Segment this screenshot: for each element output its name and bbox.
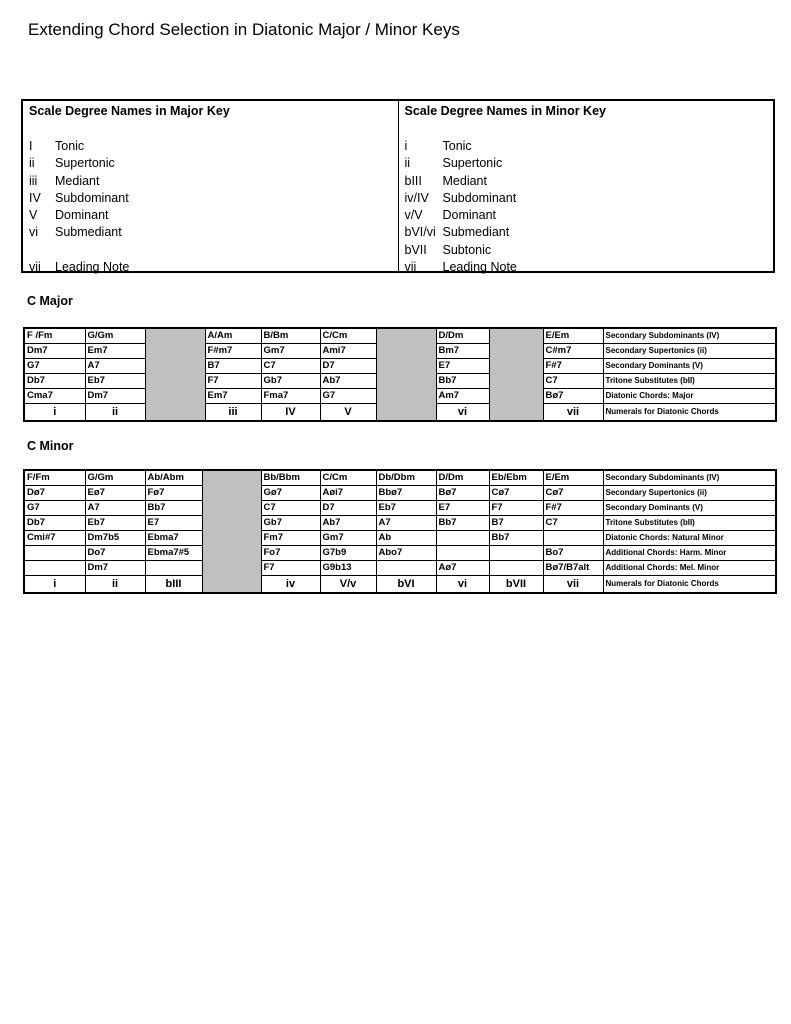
chord-cell: Ab7 xyxy=(320,516,376,531)
chord-cell xyxy=(376,561,436,576)
degree-numeral: V xyxy=(29,208,38,223)
chord-cell: E7 xyxy=(436,501,489,516)
chord-cell xyxy=(24,546,85,561)
degree-name: Subtonic xyxy=(442,242,492,257)
roman-numeral-cell: bIII xyxy=(145,576,202,594)
chord-cell: Fo7 xyxy=(261,546,320,561)
table-row xyxy=(24,501,776,516)
degree-numeral: v/V xyxy=(404,208,423,223)
chord-cell: Bø7 xyxy=(436,486,489,501)
degree-name: Supertonic xyxy=(442,156,503,171)
degree-numeral: ii xyxy=(404,156,411,171)
chord-cell: Bb7 xyxy=(436,374,489,389)
chord-cell: Ami7 xyxy=(320,344,376,359)
minor-degree-row xyxy=(405,173,768,190)
chord-cell: E7 xyxy=(145,516,202,531)
chord-cell xyxy=(489,546,543,561)
c-major-heading: C Major xyxy=(27,294,73,308)
row-description: Secondary Dominants (V) xyxy=(603,501,776,516)
c-minor-heading: C Minor xyxy=(27,439,74,453)
scale-degree-names-box xyxy=(21,99,775,273)
chord-cell: Fm7 xyxy=(261,531,320,546)
chord-cell: Cø7 xyxy=(543,486,603,501)
table-row xyxy=(24,531,776,546)
chord-cell: Em7 xyxy=(85,344,145,359)
row-description: Additional Chords: Harm. Minor xyxy=(603,546,776,561)
chord-cell: Ebma7#5 xyxy=(145,546,202,561)
degree-numeral: vi xyxy=(29,225,39,240)
chord-cell: Bø7/B7alt xyxy=(543,561,603,576)
row-description: Tritone Substitutes (bII) xyxy=(603,374,776,389)
roman-numeral-cell: i xyxy=(24,576,85,594)
row-description: Diatonic Chords: Natural Minor xyxy=(603,531,776,546)
chord-cell: Em7 xyxy=(205,389,261,404)
chord-cell: B7 xyxy=(489,516,543,531)
shaded-spacer-column xyxy=(376,328,436,421)
chord-cell: Am7 xyxy=(436,389,489,404)
degree-name: Leading Note xyxy=(442,260,517,275)
chord-cell: A7 xyxy=(85,359,145,374)
major-degree-row xyxy=(29,138,392,155)
chord-cell: Dø7 xyxy=(24,486,85,501)
c-minor-chord-table xyxy=(23,469,777,594)
degree-numeral: I xyxy=(29,139,33,153)
chord-cell: D/Dm xyxy=(436,470,489,486)
shaded-spacer-column xyxy=(145,328,205,421)
chord-cell: Bb7 xyxy=(489,531,543,546)
roman-numeral-cell: bVI xyxy=(376,576,436,594)
chord-cell: F7 xyxy=(205,374,261,389)
chord-cell: Dm7 xyxy=(85,561,145,576)
chord-cell: Bbø7 xyxy=(376,486,436,501)
minor-degree-row xyxy=(405,259,768,276)
roman-numeral-cell: i xyxy=(24,404,85,422)
row-description: Tritone Substitutes (bII) xyxy=(603,516,776,531)
chord-cell xyxy=(24,561,85,576)
major-degree-row xyxy=(29,207,392,224)
chord-cell: D/Dm xyxy=(436,328,489,344)
page-title: Extending Chord Selection in Diatonic Major / Minor Keys xyxy=(28,20,460,39)
degree-numeral xyxy=(29,242,55,259)
chord-cell: Bb7 xyxy=(145,501,202,516)
degree-numeral: vii xyxy=(404,260,417,275)
chord-cell xyxy=(543,531,603,546)
numeral-row xyxy=(24,576,776,594)
degree-numeral: IV xyxy=(29,190,41,205)
roman-numeral-cell: bVII xyxy=(489,576,543,594)
chord-cell: E/Em xyxy=(543,470,603,486)
chord-cell: C7 xyxy=(543,516,603,531)
table-row xyxy=(24,561,776,576)
chord-cell: Eø7 xyxy=(85,486,145,501)
chord-cell: Bo7 xyxy=(543,546,603,561)
chord-cell: Fø7 xyxy=(145,486,202,501)
chord-cell: Fma7 xyxy=(261,389,320,404)
roman-numeral-cell: iii xyxy=(205,404,261,422)
row-description: Numerals for Diatonic Chords xyxy=(603,404,776,422)
chord-cell: Gm7 xyxy=(261,344,320,359)
chord-cell: Aøi7 xyxy=(320,486,376,501)
chord-cell: G/Gm xyxy=(85,328,145,344)
degree-name: Subdominant xyxy=(55,190,129,205)
chord-cell: Ab/Abm xyxy=(145,470,202,486)
chord-cell: G7 xyxy=(24,359,85,374)
row-description: Secondary Subdominants (IV) xyxy=(603,470,776,486)
chord-cell: Cma7 xyxy=(24,389,85,404)
major-degree-row xyxy=(29,259,392,276)
roman-numeral-cell: vii xyxy=(543,576,603,594)
chord-cell: Abo7 xyxy=(376,546,436,561)
chord-cell: F#7 xyxy=(543,501,603,516)
chord-cell: G7 xyxy=(24,501,85,516)
major-degree-row xyxy=(29,242,392,259)
chord-cell: Eb/Ebm xyxy=(489,470,543,486)
degree-numeral: vii xyxy=(29,260,41,275)
chord-cell: Eb7 xyxy=(85,374,145,389)
roman-numeral-cell: vii xyxy=(543,404,603,422)
table-row xyxy=(24,546,776,561)
degree-name: Tonic xyxy=(442,139,472,153)
chord-cell: A7 xyxy=(376,516,436,531)
chord-cell: G/Gm xyxy=(85,470,145,486)
chord-cell: Dm7 xyxy=(85,389,145,404)
table-row xyxy=(24,328,776,344)
chord-cell: Gø7 xyxy=(261,486,320,501)
major-degree-row xyxy=(29,173,392,190)
chord-cell: E/Em xyxy=(543,328,603,344)
row-description: Numerals for Diatonic Chords xyxy=(603,576,776,594)
minor-degree-list xyxy=(405,138,768,276)
chord-cell: C#m7 xyxy=(543,344,603,359)
chord-cell xyxy=(145,561,202,576)
major-degree-row xyxy=(29,190,392,207)
chord-cell: C/Cm xyxy=(320,470,376,486)
minor-degree-row xyxy=(405,190,768,207)
chord-cell: Dm7 xyxy=(24,344,85,359)
degree-numeral: bVII xyxy=(404,242,427,257)
chord-cell xyxy=(436,531,489,546)
chord-cell: G9b13 xyxy=(320,561,376,576)
c-major-chord-table xyxy=(23,327,777,422)
chord-cell: Dm7b5 xyxy=(85,531,145,546)
chord-cell: D7 xyxy=(320,501,376,516)
roman-numeral-cell: vi xyxy=(436,576,489,594)
chord-cell: F#m7 xyxy=(205,344,261,359)
chord-cell: Eb7 xyxy=(85,516,145,531)
chord-cell: F7 xyxy=(489,501,543,516)
roman-numeral-cell: ii xyxy=(85,404,145,422)
row-description: Diatonic Chords: Major xyxy=(603,389,776,404)
degree-name: Dominant xyxy=(442,208,496,223)
chord-cell: G7b9 xyxy=(320,546,376,561)
chord-cell: C7 xyxy=(261,359,320,374)
major-degree-row xyxy=(29,155,392,172)
chord-cell: Cø7 xyxy=(489,486,543,501)
minor-degree-row xyxy=(405,224,768,241)
chord-cell: Aø7 xyxy=(436,561,489,576)
table-row xyxy=(24,516,776,531)
chord-cell: E7 xyxy=(436,359,489,374)
chord-cell xyxy=(489,561,543,576)
degree-name: Submediant xyxy=(442,225,510,240)
chord-cell: F#7 xyxy=(543,359,603,374)
chord-cell: F /Fm xyxy=(24,328,85,344)
roman-numeral-cell: iv xyxy=(261,576,320,594)
degree-name: Leading Note xyxy=(55,260,130,275)
degree-numeral: i xyxy=(404,139,408,153)
chord-cell: Bm7 xyxy=(436,344,489,359)
roman-numeral-cell: V xyxy=(320,404,376,422)
chord-cell: A/Am xyxy=(205,328,261,344)
chord-cell: Gb7 xyxy=(261,516,320,531)
degree-numeral: bVI/vi xyxy=(404,225,436,240)
chord-cell: C7 xyxy=(543,374,603,389)
degree-name: Mediant xyxy=(442,173,487,188)
chord-cell: D7 xyxy=(320,359,376,374)
minor-degree-row xyxy=(405,242,768,259)
chord-cell xyxy=(436,546,489,561)
chord-cell: F7 xyxy=(261,561,320,576)
roman-numeral-cell: V/v xyxy=(320,576,376,594)
chord-cell: Db7 xyxy=(24,516,85,531)
chord-cell: B7 xyxy=(205,359,261,374)
degree-name: Submediant xyxy=(55,225,122,240)
chord-cell: A7 xyxy=(85,501,145,516)
major-degree-column xyxy=(23,101,398,275)
minor-degree-row xyxy=(405,138,768,155)
roman-numeral-cell: IV xyxy=(261,404,320,422)
chord-cell: Db7 xyxy=(24,374,85,389)
chord-cell: Ebma7 xyxy=(145,531,202,546)
row-description: Secondary Dominants (V) xyxy=(603,359,776,374)
minor-degree-column xyxy=(398,101,774,275)
chord-cell: Ab xyxy=(376,531,436,546)
chord-cell: Bb/Bbm xyxy=(261,470,320,486)
row-description: Additional Chords: Mel. Minor xyxy=(603,561,776,576)
roman-numeral-cell: ii xyxy=(85,576,145,594)
chord-cell: Gm7 xyxy=(320,531,376,546)
minor-degree-heading: Scale Degree Names in Minor Key xyxy=(404,104,606,118)
chord-cell: Bø7 xyxy=(543,389,603,404)
shaded-spacer-column xyxy=(202,470,261,593)
chord-cell: Eb7 xyxy=(376,501,436,516)
chord-cell: G7 xyxy=(320,389,376,404)
chord-cell: C7 xyxy=(261,501,320,516)
row-description: Secondary Subdominants (IV) xyxy=(603,328,776,344)
chord-cell: C/Cm xyxy=(320,328,376,344)
degree-name: Mediant xyxy=(55,173,100,188)
table-row xyxy=(24,486,776,501)
degree-name: Dominant xyxy=(55,208,109,223)
degree-name: Subdominant xyxy=(442,190,517,205)
chord-cell: Db/Dbm xyxy=(376,470,436,486)
chord-cell: Do7 xyxy=(85,546,145,561)
shaded-spacer-column xyxy=(489,328,543,421)
row-description: Secondary Supertonics (ii) xyxy=(603,344,776,359)
minor-degree-row xyxy=(405,155,768,172)
roman-numeral-cell: vi xyxy=(436,404,489,422)
degree-numeral: iv/IV xyxy=(404,190,429,205)
chord-cell: Bb7 xyxy=(436,516,489,531)
chord-cell: F/Fm xyxy=(24,470,85,486)
chord-cell: Gb7 xyxy=(261,374,320,389)
chord-cell: Cmi#7 xyxy=(24,531,85,546)
degree-name: Supertonic xyxy=(55,156,115,171)
major-degree-list xyxy=(29,138,392,276)
degree-numeral: bIII xyxy=(404,173,422,188)
minor-degree-row xyxy=(405,207,768,224)
degree-name: Tonic xyxy=(55,139,85,153)
major-degree-heading: Scale Degree Names in Major Key xyxy=(29,104,230,118)
table-row xyxy=(24,470,776,486)
chord-cell: B/Bm xyxy=(261,328,320,344)
row-description: Secondary Supertonics (ii) xyxy=(603,486,776,501)
degree-numeral: iii xyxy=(29,173,38,188)
major-degree-row xyxy=(29,224,392,241)
degree-numeral: ii xyxy=(29,156,35,171)
chord-cell: Ab7 xyxy=(320,374,376,389)
